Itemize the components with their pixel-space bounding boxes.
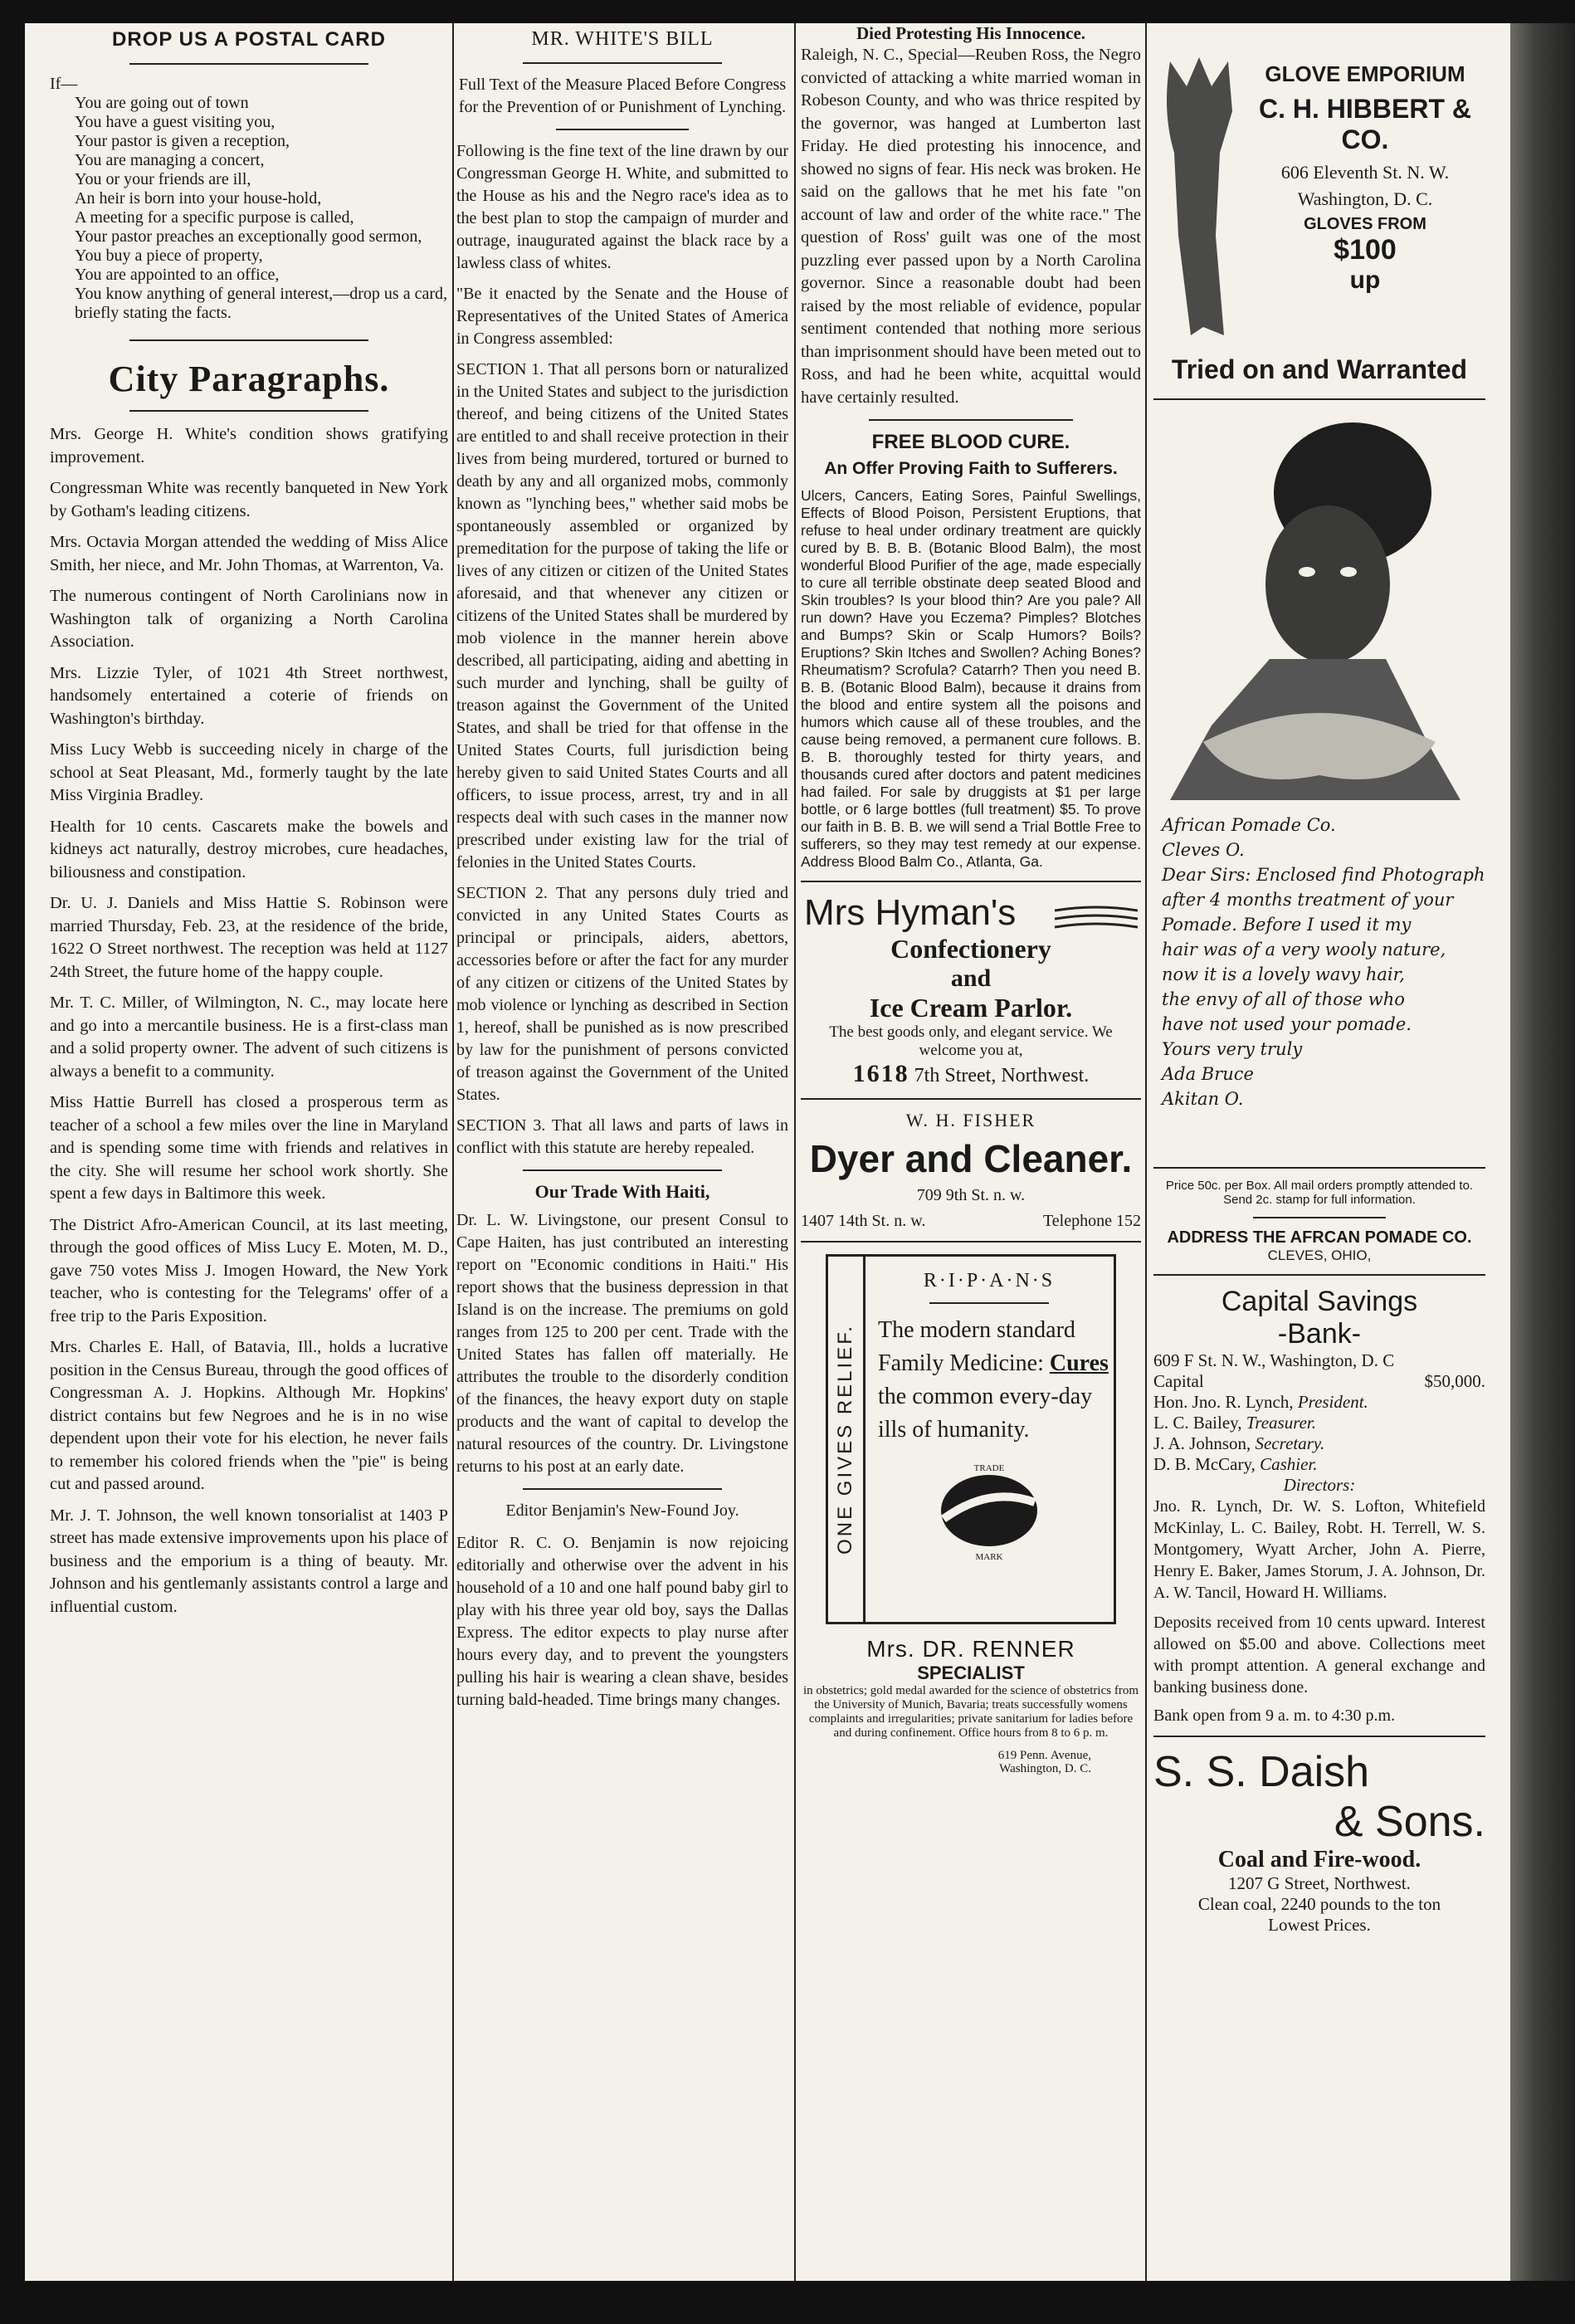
officer-role: Secretary. [1255, 1433, 1325, 1453]
hyman-line2: and [950, 964, 992, 992]
daish-text-2: Lowest Prices. [1268, 1915, 1371, 1935]
officer-name: Hon. Jno. R. Lynch, [1153, 1392, 1294, 1412]
renner-text: in obstetrics; gold medal awarded for the science of obstetrics from the University of Munich, Bavaria; treats successfully womens complaints and irregularities; private sanitarium for ladies before and during confinement. Office hours from 8 to 6 p. m. [802, 1684, 1139, 1740]
column-4 [1153, 23, 1485, 2281]
verse-line: Your pastor is given a reception, [75, 132, 290, 150]
verse-line: A meeting for a specific purpose is called, [75, 208, 354, 227]
ripans-ad [826, 1254, 1116, 1624]
hyman-address: 1618 7th Street, Northwest. [852, 1060, 1090, 1087]
daish-name-2: & Sons. [1334, 1798, 1485, 1846]
bank-capital: Capital $50,000. [1153, 1371, 1485, 1391]
paragraph: SECTION 1. That all persons born or naturalized in the United States and subject to the jurisdiction thereof, and being citizens of the United States are entitled to and shall receive protection in their lives from being murdered, tortured or burned to death by any and all organized mobs, commonly known as "lynching bees," whether said mobs be spontaneously assembled or organized by premeditation for the purpose of taking the life or lives of any citizen or citizen of the United States aforesaid, and that whenever any citizen or citizens of the United States shall be murdered by mob violence in the manner herein above described, all participating, aiding and abetting in such murder and lynching, shall be guilty of treason against the Government of the United States, and shall be tried for that offense in the United States Courts, full jurisdiction being hereby given to said United States Courts and all officers, to issue process, arrest, try and in all respects deal with such cases in the manner now prescribed under existing law for the trial of felonies in the United States Courts. [456, 360, 788, 872]
paragraph: SECTION 3. That all laws and parts of laws in conflict with this statute are hereby repealed. [456, 1116, 788, 1157]
letter-line: hair was of a very wooly nature, [1162, 940, 1446, 959]
divider [1153, 398, 1485, 400]
letter-line: Akitan O. [1162, 1089, 1244, 1109]
letter-line: Ada Bruce [1162, 1064, 1254, 1084]
divider [1153, 1167, 1485, 1169]
pomade-ad [1153, 410, 1485, 1157]
joy-text: Editor R. C. O. Benjamin is now rejoicing editorially and otherwise over the advent in his household of a 10 and one half pound baby girl to play with his three year old boy, says the Dallas Express. The editor expects to play nurse after hours every day, and to prevent the youngsters pulling his hair is wearing a clean shave, besides turning bald-headed. Time brings many changes. [456, 1534, 788, 1709]
paragraph: Dr. U. J. Daniels and Miss Hattie S. Robinson were married Thursday, Feb. 23, at the residence of the bride, 1622 O Street northwest. The reception was held at 1127 24th Street, the future home of the happy couple. [50, 894, 448, 981]
white-bill-text [456, 140, 788, 1160]
city-paragraphs-title: City Paragraphs. [108, 359, 390, 399]
glove-city: Washington, D. C. [1297, 188, 1433, 209]
divider [929, 1302, 1049, 1304]
glove-text [1245, 61, 1485, 295]
hyman-name: Mrs Hyman's [801, 892, 1141, 934]
paragraph: "Be it enacted by the Senate and the House of Representatives of the United States of America in Congress assembled: [456, 285, 788, 348]
divider [129, 63, 368, 65]
glove-tag: Tried on and Warranted [1171, 354, 1468, 384]
glove-from: GLOVES FROM [1304, 215, 1426, 233]
officer-name: J. A. Johnson, [1153, 1433, 1251, 1453]
divider [801, 1098, 1141, 1100]
divider [1153, 1274, 1485, 1276]
postal-card-verse [50, 75, 448, 323]
paragraph: Miss Hattie Burrell has closed a prosperous term as teacher of a school a few miles over the line in Maryland and is spending some time with friends and relatives in the city. She will resume her school work shortly. She spent a few days in Baltimore this week. [50, 1093, 448, 1203]
ripans-trade: TRADE [973, 1463, 1005, 1473]
fisher-addr1: 709 9th St. n. w. [916, 1186, 1026, 1204]
fisher-title: Dyer and Cleaner. [809, 1137, 1133, 1180]
officer-name: L. C. Bailey, [1153, 1413, 1242, 1433]
joy-title: Editor Benjamin's New-Found Joy. [505, 1501, 739, 1520]
letter-line: have not used your pomade. [1162, 1014, 1412, 1034]
ross-title: Died Protesting His Innocence. [856, 23, 1086, 43]
paragraph: SECTION 2. That any persons duly tried and convicted in any United States Courts as principal or principals, aiders, abettors, accessories before or after the fact for any murder of any citizen or citizens of the United States by mob violence or lynching as described in Section 1, hereof, shall be punished as is now prescribed by law for the punishment of persons convicted of treason against the Government of the United States. [456, 884, 788, 1104]
verse-line: You have a guest visiting you, [75, 113, 276, 131]
paragraph: Mr. J. T. Johnson, the well known tonsorialist at 1403 P street has made extensive improvements upon his place of business and the emporium is a thing of beauty. Mr. Johnson and his gentlemanly assistants control a large and influential custom. [50, 1506, 448, 1616]
verse-line: An heir is born into your house-hold, [75, 189, 322, 208]
verse-line: You know anything of general interest,—drop us a card, briefly stating the facts. [75, 285, 447, 322]
verse-line: You are appointed to an office, [75, 266, 280, 284]
glove-addr: 606 Eleventh St. N. W. [1280, 162, 1450, 183]
officer-role: Cashier. [1260, 1454, 1318, 1474]
bank-officer [1153, 1454, 1485, 1475]
bank-title-2: -Bank- [1277, 1318, 1362, 1350]
ripans-mark: MARK [975, 1552, 1003, 1562]
divider [801, 881, 1141, 882]
column-3 [801, 23, 1141, 2281]
divider [129, 410, 368, 412]
divider [801, 1241, 1141, 1243]
blood-cure-text: Ulcers, Cancers, Eating Sores, Painful Swellings, Effects of Blood Poison, Persistent Eruptions, that refuse to heal under ordinary treatment are quickly cured by B. B. B. (Botanic Blood Balm), the most wonderful Blood Purifier of the age, made especially to cure all terrible obstinate deep seated Blood and Skin troubles? Is your blood thin? Are you pale? All run down? Have you Eczema? Pimples? Blotches and Bumps? Skin or Scalp Humors? Boils? Eruptions? Skin Itches and Swollen? Aching Bones? Rheumatism? Scrofula? Catarrh? Then you need B. B. B. (Botanic Blood Balm), because it drains from the blood and entire system all the poisons and humors which cause all of these troubles, and the cause being removed, a permanent cure follows. B. B. B. thoroughly tested for thirty years, and thousands cured after doctors and patent medicines had failed. For sale by druggists at $1 per large bottle, or 6 large bottles (full treatment) $5. To prove our faith in B. B. B. we will send a Trial Bottle Free to sufferers, so they may test remedy at our expense. Address Blood Balm Co., Atlanta, Ga. [801, 487, 1141, 870]
verse-line: You buy a piece of property, [75, 247, 263, 265]
blood-cure-title: FREE BLOOD CURE. [871, 431, 1070, 453]
paragraph: The numerous contingent of North Carolinians now in Washington talk of organizing a North Carolina Association. [50, 587, 448, 651]
bank-officers [1153, 1392, 1485, 1475]
glove-title: GLOVE EMPORIUM [1265, 61, 1465, 86]
fisher-addr-row [801, 1212, 1141, 1231]
bank-officer [1153, 1433, 1485, 1454]
letter-line: Yours very truly [1162, 1039, 1303, 1059]
bank-officer [1153, 1392, 1485, 1413]
column-rule [794, 23, 796, 2281]
paragraph: Health for 10 cents. Cascarets make the bowels and kidneys act naturally, destroy microbes, cure headaches, biliousness and constipation. [50, 817, 448, 881]
paragraph: Congressman White was recently banqueted in New York by Gotham's leading citizens. [50, 479, 448, 520]
paragraph: The District Afro-American Council, at its last meeting, through the good offices of Miss Lucy E. Moten, M. D., gave 750 votes Miss J. Imogen Howard, the New York teacher, who is contesting for the Telegrams' offer of a free trip to the Paris Exposition. [50, 1215, 448, 1326]
paragraph: Mr. T. C. Miller, of Wilmington, N. C., may locate here and go into a mercantile business. He is a first-class man and a solid property owner. The advent of such citizens is always a benefit to a community. [50, 994, 448, 1081]
column-2 [456, 23, 788, 2281]
paragraph: Mrs. Charles E. Hall, of Batavia, Ill., holds a lucrative position in the Census Bureau, through the good offices of Congressman A. J. Hopkins. Although Mr. Hopkins' district contains but few Negroes and he is in no wise dependent upon their vote for his election, he never fails to remember his colored friends when the "pie" is being cut and passed around. [50, 1338, 448, 1493]
letter-line: African Pomade Co. [1162, 815, 1336, 835]
hyman-line1: Confectionery [890, 934, 1051, 964]
divider [129, 339, 368, 341]
glove-price: $100 [1334, 234, 1397, 266]
column-1 [50, 23, 448, 2281]
glove-icon [1153, 53, 1245, 352]
haiti-text: Dr. L. W. Livingstone, our present Consul to Cape Haiten, has just contributed an interesting report on "Economic conditions in Haiti." His report shows that the business depression in that Island is on the increase. The premiums on gold ranges from 125 to 200 per cent. Trade with the United States has fallen off materially. He attributes the trouble to the disorderly condition of the finances, the heavy export duty on staple products and the want of capital to develop the natural resources of the country. Dr. Livingstone returns to his post at an early date. [456, 1211, 788, 1476]
officer-role: President. [1297, 1392, 1368, 1412]
page-edge [1510, 23, 1575, 2281]
glove-name: C. H. HIBBERT & CO. [1259, 94, 1471, 154]
hyman-ad [801, 892, 1141, 1088]
glove-ad [1153, 37, 1485, 385]
paragraph: Mrs. Lizzie Tyler, of 1021 4th Street northwest, handsomely entertained a coterie of friends on Washington's birthday. [50, 663, 448, 728]
fisher-name: W. H. FISHER [905, 1110, 1036, 1130]
portrait-illustration [1153, 410, 1485, 808]
ripans-name: R·I·P·A·N·S [923, 1270, 1056, 1291]
divider [1153, 1736, 1485, 1737]
glove-up: up [1349, 266, 1381, 294]
verse-line: Your pastor preaches an exceptionally good sermon, [75, 227, 422, 246]
letter-line: now it is a lovely wavy hair, [1162, 964, 1405, 984]
bank-hours: Bank open from 9 a. m. to 4:30 p.m. [1153, 1706, 1396, 1725]
letter-line: after 4 months treatment of your [1162, 890, 1454, 910]
pomade-city: CLEVES, OHIO, [1267, 1247, 1372, 1263]
fisher-phone: Telephone 152 [1042, 1212, 1141, 1230]
bank-address: 609 F St. N. W., Washington, D. C [1153, 1350, 1395, 1370]
officer-role: Treasurer. [1246, 1413, 1317, 1433]
divider [556, 129, 689, 130]
divider [523, 1169, 722, 1171]
pomade-address: ADDRESS THE AFRCAN POMADE CO. [1167, 1228, 1472, 1247]
verse-line: You are going out of town [75, 94, 249, 112]
daish-subtitle: Coal and Fire-wood. [1217, 1847, 1421, 1872]
fisher-addr2: 1407 14th St. n. w. [801, 1212, 926, 1230]
city-paragraphs [50, 423, 448, 1618]
paragraph: Mrs. Octavia Morgan attended the wedding of Miss Alice Smith, her niece, and Mr. John Thomas, at Warrenton, Va. [50, 533, 448, 574]
divider [523, 1488, 722, 1490]
renner-addr: 619 Penn. Avenue, Washington, D. C. [997, 1749, 1091, 1775]
hyman-line3: Ice Cream Parlor. [869, 993, 1073, 1023]
divider [1253, 1217, 1386, 1218]
white-bill-header: MR. WHITE'S BILL [531, 28, 714, 50]
paragraph: Miss Lucy Webb is succeeding nicely in charge of the school at Seat Pleasant, Md., formerly taught by the late Miss Virginia Bradley. [50, 740, 448, 804]
verse-list [50, 94, 448, 323]
haiti-title: Our Trade With Haiti, [534, 1181, 710, 1202]
paragraph: Mrs. George H. White's condition shows gratifying improvement. [50, 425, 448, 466]
divider [523, 62, 722, 64]
daish-name: S. S. Daish [1153, 1748, 1370, 1796]
ross-text: Raleigh, N. C., Special—Reuben Ross, the Negro convicted of attacking a white married woman in Robeson County, and who was thrice respited by the governor, was hanged at Lumberton last Friday. He died protesting his innocence, and showed no signs of fear. His neck was broken. He said on the gallows that he met his fate "on account of law and order of the white race." The question of Ross' guilt was one of the most puzzling ever passed upon by a North Carolina governor. Since a reasonable doubt had been raised by the most reliable of evidence, popular sentiment contended that nothing more serious than imprisonment should have been meted out to Ross, and had he been white, acquittal would have certainly resulted. [801, 46, 1141, 407]
ripans-text: The modern standard Family Medicine: Cures the common every-day ills of humanity. [878, 1317, 1109, 1443]
white-bill-subhead: Full Text of the Measure Placed Before Congress for the Prevention of or Punishment of Lynching. [458, 76, 787, 116]
bank-title: Capital Savings [1221, 1286, 1418, 1317]
renner-title: SPECIALIST [917, 1662, 1025, 1683]
divider [869, 419, 1073, 421]
column-rule [452, 23, 454, 2281]
verse-intro: If— [50, 75, 78, 93]
bank-officer [1153, 1413, 1485, 1433]
ripans-side: ONE GIVES RELIEF. [828, 1257, 866, 1622]
daish-address: 1207 G Street, Northwest. [1228, 1873, 1411, 1893]
verse-line: You or your friends are ill, [75, 170, 251, 188]
renner-name: Mrs. DR. RENNER [866, 1636, 1075, 1662]
column-rule [1145, 23, 1147, 2281]
postal-card-header: DROP US A POSTAL CARD [112, 28, 386, 51]
letter-line: Pomade. Before I used it my [1162, 915, 1412, 935]
newspaper-page [25, 23, 1510, 2281]
hyman-desc: The best goods only, and elegant service. We welcome you at, [829, 1023, 1113, 1059]
letter-line: Dear Sirs: Enclosed find Photograph [1162, 865, 1485, 885]
blood-cure-subtitle: An Offer Proving Faith to Sufferers. [824, 459, 1118, 478]
paragraph: Following is the fine text of the line drawn by our Congressman George H. White, and submitted to the House as his and the Negro race's idea as to the best plan to stop the campaign of murder and outrage, inaugurated against the black race by a lawless class of whites. [456, 142, 788, 272]
speed-lines-icon [1055, 904, 1138, 937]
ripans-logo-icon [939, 1473, 1039, 1548]
officer-name: D. B. McCary, [1153, 1454, 1256, 1474]
bank-directors: Jno. R. Lynch, Dr. W. S. Lofton, Whitefield McKinlay, L. C. Bailey, Robt. H. Terrell, W. S. Montgomery, Wyatt Archer, John A. Pierre, Henry E. Baker, James Storum, J. A. Johnson, Dr. A. W. Tancil, Howard H. Williams. [1153, 1497, 1485, 1602]
pomade-price: Price 50c. per Box. All mail orders promptly attended to. Send 2c. stamp for full information. [1165, 1179, 1474, 1207]
bank-directors-label: Directors: [1283, 1475, 1356, 1495]
verse-line: You are managing a concert, [75, 151, 265, 169]
letter-line: Cleves O. [1162, 840, 1245, 860]
ripans-body [870, 1270, 1109, 1562]
letter-line: the envy of all of those who [1162, 989, 1405, 1009]
bank-deposits: Deposits received from 10 cents upward. Interest allowed on $5.00 and above. Collections meet with prompt attention. A general exchange and banking business done. [1153, 1614, 1485, 1697]
daish-text: Clean coal, 2240 pounds to the ton [1197, 1894, 1441, 1914]
pomade-letter [1153, 813, 1485, 1111]
